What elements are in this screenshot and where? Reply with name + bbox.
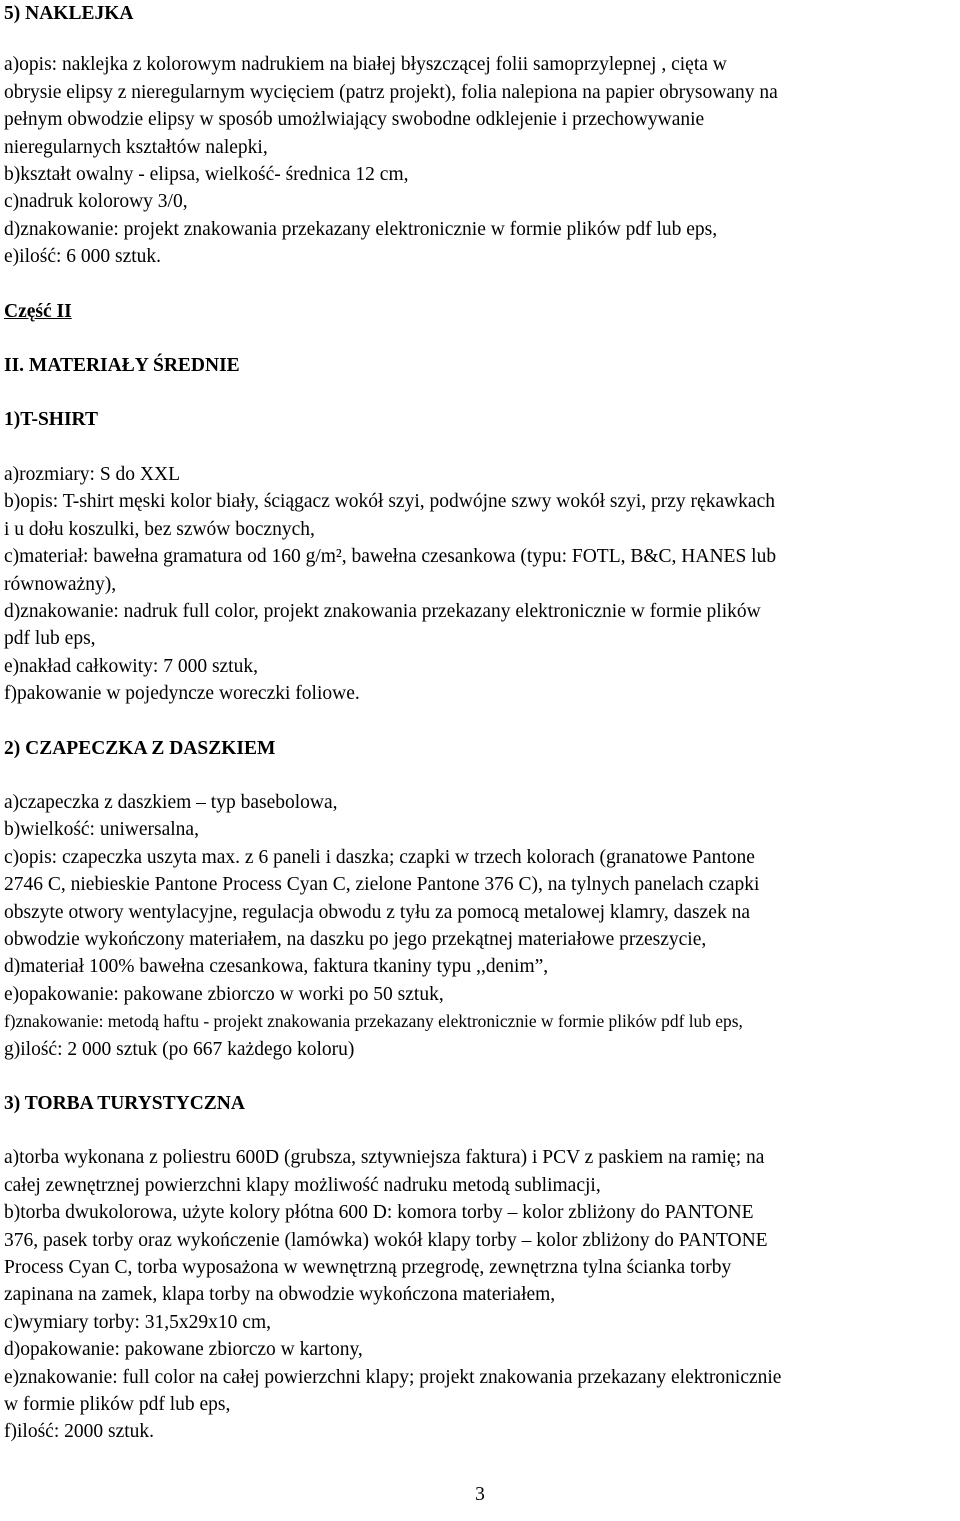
sec5-line-1: obrysie elipsy z nieregularnym wycięciem (patrz projekt), folia nalepiona na papier obrysowany na (4, 81, 778, 103)
tshirt-line-6: pdf lub eps, (4, 628, 96, 650)
bag-line-2: b)torba dwukolorowa, użyte kolory płótna 600 D: komora torby – kolor zbliżony do PANTONE (4, 1202, 754, 1224)
tshirt-line-1: b)opis: T-shirt męski kolor biały, ściągacz wokół szyi, podwójne szwy wokół szyi, przy rękawkach (4, 491, 775, 513)
cap-line-6: d)materiał 100% bawełna czesankowa, faktura tkaniny typu ,,denim”, (4, 956, 549, 978)
tshirt-line-7: e)nakład całkowity: 7 000 sztuk, (4, 655, 258, 677)
page-number: 3 (475, 1484, 485, 1505)
bag-line-10: f)ilość: 2000 sztuk. (4, 1421, 155, 1443)
sec5-line-0: a)opis: naklejka z kolorowym nadrukiem na białej błyszczącej folii samoprzylepnej , cięta w (4, 54, 727, 76)
bag-line-9: w formie plików pdf lub eps, (4, 1394, 231, 1416)
bag-line-4: Process Cyan C, torba wyposażona w wewnętrzną przegrodę, zewnętrzna tylna ścianka torby (4, 1257, 732, 1279)
bag-line-1: całej zewnętrznej powierzchni klapy możliwość nadruku metodą sublimacji, (4, 1174, 601, 1196)
cap-line-8: f)znakowanie: metodą haftu - projekt znakowania przekazany elektronicznie w formie plików pdf lub eps, (4, 1011, 743, 1032)
cap-line-9: g)ilość: 2 000 sztuk (po 667 każdego koloru) (4, 1038, 355, 1060)
bag-line-7: d)opakowanie: pakowane zbiorczo w kartony, (4, 1339, 363, 1361)
tshirt-line-4: równoważny), (4, 573, 117, 595)
tshirt-line-5: d)znakowanie: nadruk full color, projekt znakowania przekazany elektronicznie w formie plików (4, 600, 761, 622)
part-title: II. MATERIAŁY ŚREDNIE (4, 355, 240, 377)
tshirt-title: 1)T-SHIRT (4, 409, 98, 431)
sec5-line-6: d)znakowanie: projekt znakowania przekazany elektronicznie w formie plików pdf lub eps, (4, 218, 718, 240)
sec5-line-7: e)ilość: 6 000 sztuk. (4, 246, 162, 268)
tshirt-line-2: i u dołu koszulki, bez szwów bocznych, (4, 518, 315, 540)
tshirt-line-8: f)pakowanie w pojedyncze woreczki foliowe. (4, 683, 360, 705)
bag-line-6: c)wymiary torby: 31,5x29x10 cm, (4, 1311, 271, 1333)
bag-line-5: zapinana na zamek, klapa torby na obwodzie wykończona materiałem, (4, 1284, 556, 1306)
cap-line-3: 2746 C, niebieskie Pantone Process Cyan C, zielone Pantone 376 C), na tylnych panelach czapki (4, 874, 760, 896)
bag-line-0: a)torba wykonana z poliestru 600D (grubsza, sztywniejsza faktura) i PCV z paskiem na ramię; na (4, 1147, 765, 1169)
sec5-line-4: b)kształt owalny - elipsa, wielkość- średnica 12 cm, (4, 164, 409, 186)
sec5-line-2: pełnym obwodzie elipsy w sposób umożlwiający swobodne odklejenie i przechowywanie (4, 109, 705, 131)
tshirt-line-0: a)rozmiary: S do XXL (4, 463, 180, 485)
cap-line-2: c)opis: czapeczka uszyta max. z 6 paneli i daszka; czapki w trzech kolorach (granatowe Pantone (4, 846, 755, 868)
sec5-line-3: nieregularnych kształtów nalepki, (4, 136, 268, 158)
bag-line-8: e)znakowanie: full color na całej powierzchni klapy; projekt znakowania przekazany elektronicznie (4, 1366, 782, 1388)
part-heading: Część II (4, 300, 72, 322)
bag-line-3: 376, pasek torby oraz wykończenie (lamówka) wokół klapy torby – kolor zbliżony do PANTONE (4, 1229, 768, 1251)
cap-line-5: obwodzie wykończony materiałem, na daszku po jego przekątnej materiałowe przeszycie, (4, 928, 707, 950)
cap-line-4: obszyte otwory wentylacyjne, regulacja obwodu z tyłu za pomocą metalowej klamry, daszek na (4, 901, 750, 923)
cap-line-0: a)czapeczka z daszkiem – typ basebolowa, (4, 791, 338, 813)
cap-title: 2) CZAPECZKA Z DASZKIEM (4, 737, 276, 759)
cap-line-7: e)opakowanie: pakowane zbiorczo w worki po 50 sztuk, (4, 983, 444, 1005)
cap-line-1: b)wielkość: uniwersalna, (4, 819, 199, 841)
bag-title: 3) TORBA TURYSTYCZNA (4, 1093, 245, 1114)
sec5-line-5: c)nadruk kolorowy 3/0, (4, 191, 188, 213)
tshirt-line-3: c)materiał: bawełna gramatura od 160 g/m², bawełna czesankowa (typu: FOTL, B&C, HANES lub (4, 546, 777, 568)
section-5-title: 5) NAKLEJKA (4, 3, 134, 24)
